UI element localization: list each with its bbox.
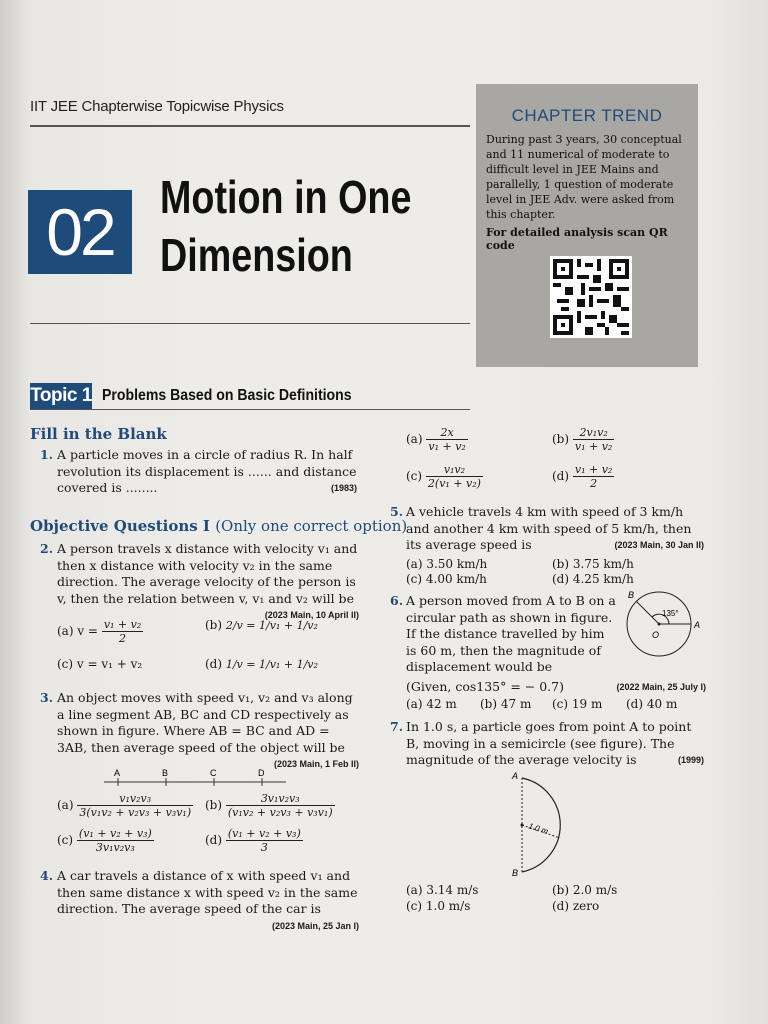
topic-rule <box>30 409 470 410</box>
q2-option-c[interactable]: (c) v = v₁ + v₂ <box>57 657 143 671</box>
topic-label: Topic 1 <box>30 383 92 409</box>
chapter-trend-box <box>476 84 698 367</box>
q2-option-a-label: (a) v = <box>57 624 98 638</box>
q2-body: A person travels x distance with velocity v₁ and then x distance with velocity v₂ in the same direction. The average velocity of the person is v, then the relation between v, v₁ and v₂ will be <box>57 541 358 606</box>
q7-label-b: B <box>512 868 519 878</box>
chapter-trend-text: During past 3 years, 30 conceptual and 11 numerical of moderate to difficult level in JEE Mains and parallelly, 1 question of moderate level in JEE Adv. were asked from this chapter. <box>486 133 682 221</box>
q3-point-c: C <box>210 768 217 778</box>
q7-ref: (1999) <box>677 755 704 765</box>
chapter-title-line1: Motion in One <box>160 171 412 223</box>
q7-option-c[interactable]: (c) 1.0 m/s <box>406 899 471 913</box>
q4-option-d[interactable] <box>552 463 614 490</box>
q3d-den: 3 <box>260 841 268 854</box>
q2d-lhs: 1/v <box>225 658 243 671</box>
q2-option-b[interactable] <box>205 618 318 632</box>
q3b-num: 3v₁v₂v₃ <box>226 792 335 806</box>
q2d-rhs2: 1/v₂ <box>296 658 318 671</box>
q5-number: 5. <box>390 504 404 519</box>
q6-label-a: A <box>694 620 701 630</box>
q2b-rhs1: 1/v₁ <box>259 619 281 632</box>
q6-given-text: (Given, cos135° = − 0.7) <box>406 679 564 694</box>
q2a-den: 2 <box>119 632 127 645</box>
q3-point-d: D <box>258 768 265 778</box>
chapter-trend-scan-note: For detailed analysis scan QR code <box>486 226 668 252</box>
q2a-num: v₁ + v₂ <box>103 618 142 631</box>
q3-point-a: A <box>114 768 121 778</box>
q2-number: 2. <box>40 541 54 556</box>
q3-line-figure <box>100 768 290 790</box>
q3-option-c-label: (c) <box>57 833 74 847</box>
q6-option-a[interactable]: (a) 42 m <box>406 697 457 711</box>
q4d-den: 2 <box>590 477 598 490</box>
q3-option-d[interactable] <box>205 827 303 854</box>
q2-option-d[interactable] <box>205 657 318 671</box>
q3b-den: (v₁v₂ + v₂v₃ + v₃v₁) <box>227 806 333 819</box>
q3-option-b-label: (b) <box>205 798 223 812</box>
q5-option-c[interactable]: (c) 4.00 km/h <box>406 572 487 586</box>
q3-option-d-fraction <box>226 827 303 854</box>
q4c-den: 2(v₁ + v₂) <box>427 477 481 490</box>
q4c-num: v₁v₂ <box>426 463 483 477</box>
q3-point-b: B <box>162 768 169 778</box>
q2-ref: (2023 Main, 10 April II) <box>264 610 359 620</box>
q5-body: A vehicle travels 4 km with speed of 3 km/h and another 4 km with speed of 5 km/h, then its average speed is <box>406 504 692 552</box>
topic-title: Problems Based on Basic Definitions <box>102 387 352 404</box>
q2-option-d-expr: 1/v = 1/v₁ + 1/v₂ <box>225 658 318 671</box>
q3-ref: (2023 Main, 1 Feb II) <box>273 759 359 769</box>
q1-ref: (1983) <box>330 483 357 493</box>
q7-option-a[interactable]: (a) 3.14 m/s <box>406 883 479 897</box>
q3a-num: v₁v₂v₃ <box>77 792 193 806</box>
q3-text <box>57 690 359 773</box>
q4b-num: 2v₁v₂ <box>573 426 614 440</box>
q3c-num: (v₁ + v₂ + v₃) <box>78 827 152 840</box>
q4d-num: v₁ + v₂ <box>574 463 613 476</box>
q7-text <box>406 719 704 769</box>
q7-number: 7. <box>390 719 404 734</box>
q3-option-a-fraction <box>77 792 193 819</box>
q1-text <box>57 447 357 497</box>
q4-body: A car travels a distance of x with speed v₁ and then same distance x with speed v₂ in the same direction. The average speed of the car is <box>57 868 358 916</box>
q3a-den: 3(v₁v₂ + v₂v₃ + v₃v₁) <box>79 806 192 819</box>
chapter-number: 02 <box>28 190 132 274</box>
q6-circle-figure <box>614 586 710 668</box>
q7-semicircle-figure <box>508 770 588 878</box>
q6-ref: (2022 Main, 25 July I) <box>616 682 706 692</box>
q4-number: 4. <box>40 868 54 883</box>
q7-body: In 1.0 s, a particle goes from point A to point B, moving in a semicircle (see figure). The magnitude of the average velocity is <box>406 719 692 767</box>
q3c-den: 3v₁v₂v₃ <box>95 841 135 854</box>
q1-body: A particle moves in a circle of radius R. In half revolution its displacement is ...... and distance covered is ........ <box>57 447 357 495</box>
q4-option-a[interactable] <box>406 426 468 453</box>
q3-option-c[interactable] <box>57 827 154 854</box>
q3-option-c-fraction <box>77 827 154 854</box>
q2b-lhs: 2/v <box>225 619 243 632</box>
q3d-num: (v₁ + v₂ + v₃) <box>227 827 301 840</box>
q3-number: 3. <box>40 690 54 705</box>
q7-option-b[interactable]: (b) 2.0 m/s <box>552 883 618 897</box>
section-objective-note: (Only one correct option) <box>215 517 408 535</box>
q4-option-c[interactable] <box>406 463 483 490</box>
q6-angle-label: 135° <box>662 609 679 618</box>
q4-option-d-fraction <box>573 463 614 490</box>
q5-ref: (2023 Main, 30 Jan II) <box>614 540 704 550</box>
book-title: IIT JEE Chapterwise Topicwise Physics <box>30 98 284 115</box>
q6-label-o: O <box>652 630 660 640</box>
qr-code-icon[interactable] <box>550 256 632 338</box>
chapter-title <box>160 168 411 284</box>
q4-option-c-label: (c) <box>406 469 423 483</box>
q4a-num: 2x <box>426 426 467 440</box>
q2-option-a-fraction <box>102 618 143 645</box>
q4-option-b-label: (b) <box>552 432 570 446</box>
q6-option-b[interactable]: (b) 47 m <box>480 697 532 711</box>
q2-option-d-label: (d) <box>205 657 223 671</box>
q4-option-d-label: (d) <box>552 469 570 483</box>
q3-body: An object moves with speed v₁, v₂ and v₃ along a line segment AB, BC and CD respectively as shown in figure. Where AB = BC and AD = 3AB, then average speed of the object will be <box>57 690 353 755</box>
chapter-title-line2: Dimension <box>160 229 353 281</box>
q7-option-d[interactable]: (d) zero <box>552 899 600 913</box>
q3-option-b-fraction <box>226 792 335 819</box>
q3-option-d-label: (d) <box>205 833 223 847</box>
q5-option-b[interactable]: (b) 3.75 km/h <box>552 557 634 571</box>
q4-option-a-label: (a) <box>406 432 423 446</box>
q4-option-a-fraction <box>426 426 467 453</box>
q4-option-c-fraction <box>426 463 483 490</box>
q2-option-b-label: (b) <box>205 618 223 632</box>
q7-radius-label: 1.0 m <box>527 821 550 837</box>
q4-text <box>57 868 359 934</box>
q3-option-b[interactable] <box>205 792 335 819</box>
q4-option-b-fraction <box>573 426 614 453</box>
q7-label-a: A <box>512 771 519 781</box>
header-rule <box>30 125 470 127</box>
q3-option-a-label: (a) <box>57 798 74 812</box>
q5-option-d[interactable]: (d) 4.25 km/h <box>552 572 634 586</box>
q6-option-d[interactable]: (d) 40 m <box>626 697 678 711</box>
q2d-rhs1: 1/v₁ <box>259 658 281 671</box>
section-objective-title: Objective Questions I <box>30 517 210 535</box>
q2-option-b-expr: 2/v = 1/v₁ + 1/v₂ <box>225 619 318 632</box>
q5-text <box>406 504 704 554</box>
section-objective <box>30 517 407 535</box>
section-fill-blank: Fill in the Blank <box>30 425 167 443</box>
q2-option-a[interactable] <box>57 618 143 645</box>
q1-number: 1. <box>40 447 54 462</box>
q3-option-a[interactable] <box>57 792 193 819</box>
q4b-den: v₁ + v₂ <box>574 440 613 453</box>
chapter-trend-heading: CHAPTER TREND <box>511 106 663 125</box>
q6-text: A person moved from A to B on a circular path as shown in figure. If the distance travelled by him is 60 m, then the magnitude of displacement would be <box>406 593 616 674</box>
q6-option-c[interactable]: (c) 19 m <box>552 697 603 711</box>
q4-option-b[interactable] <box>552 426 614 453</box>
q4-ref: (2023 Main, 25 Jan I) <box>271 920 359 931</box>
q2-text <box>57 541 359 624</box>
q2b-rhs2: 1/v₂ <box>296 619 318 632</box>
q4a-den: v₁ + v₂ <box>428 440 466 453</box>
title-rule <box>30 323 470 324</box>
q6-number: 6. <box>390 593 404 608</box>
q6-label-b: B <box>628 590 635 600</box>
q5-option-a[interactable]: (a) 3.50 km/h <box>406 557 488 571</box>
q6-given <box>406 679 706 696</box>
